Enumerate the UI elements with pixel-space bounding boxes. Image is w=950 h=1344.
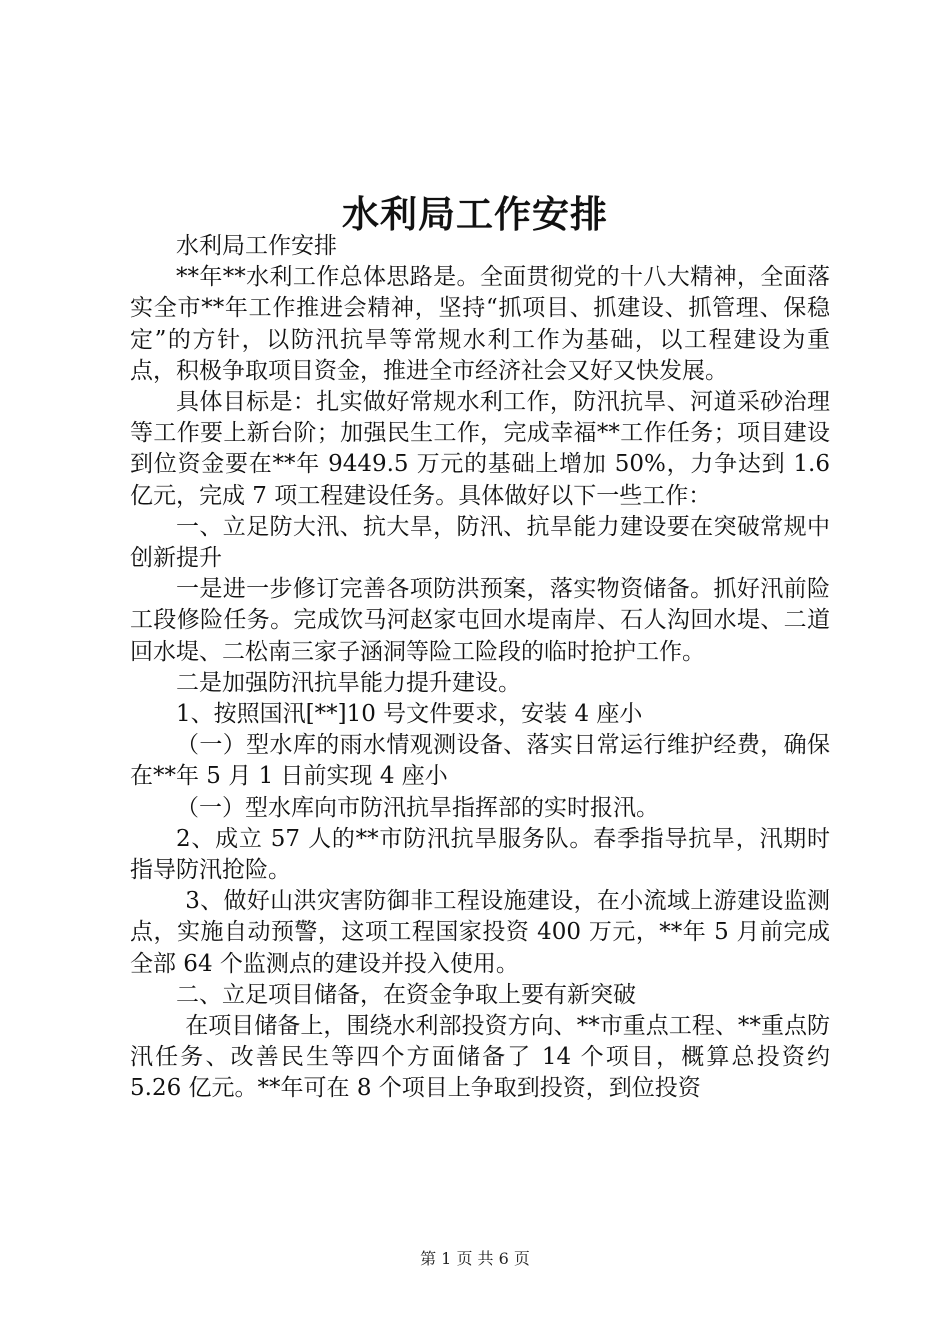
document-title: 水利局工作安排: [342, 192, 608, 236]
paragraph-specific-goals: 具体目标是：扎实做好常规水利工作，防汛抗旱、河道采砂治理等工作要上新台阶；加强民生工作，完成幸福**工作任务；项目建设到位资金要在**年 9449.5 万元的基础上增加 50%，力争达到 1.6 亿元，完成 7 项工程建设任务。具体做好以下一些工作：: [130, 389, 830, 509]
paragraph-project-reserve: 在项目储备上，围绕水利部投资方向、**市重点工程、**重点防汛任务、改善民生等四个方面储备了 14 个项目，概算总投资约 5.26 亿元。**年可在 8 个项目上争取到投资，到位投资: [130, 1013, 830, 1102]
paragraph-section-one: 一、立足防大汛、抗大旱，防汛、抗旱能力建设要在突破常规中创新提升: [130, 513, 830, 572]
paragraph-subitem-2: 2、成立 57 人的**市防汛抗旱服务队。春季指导抗旱，汛期时指导防汛抢险。: [130, 825, 830, 884]
paragraph-section-two: 二、立足项目储备，在资金争取上要有新突破: [176, 981, 636, 1008]
paragraph-overall-approach: **年**水利工作总体思路是。全面贯彻党的十八大精神，全面落实全市**年工作推进会精神，坚持“抓项目、抓建设、抓管理、保稳定”的方针，以防汛抗旱等常规水利工作为基础，以工程建设为重点，积极争取项目资金，推进全市经济社会又好又快发展。: [130, 264, 830, 384]
paragraph-subitem-1-end: （一）型水库向市防汛抗旱指挥部的实时报汛。: [176, 794, 659, 821]
document-body: [130, 231, 830, 1105]
paragraph-item-one: 一是进一步修订完善各项防洪预案，落实物资储备。抓好汛前险工段修险任务。完成饮马河赵家屯回水堤南岸、石人沟回水堤、二道回水堤、二松南三家子涵洞等险工险段的临时抢护工作。: [130, 576, 830, 665]
paragraph-subitem-3: 3、做好山洪灾害防御非工程设施建设，在小流域上游建设监测点，实施自动预警，这项工程国家投资 400 万元，**年 5 月前完成全部 64 个监测点的建设并投入使用。: [130, 888, 830, 977]
paragraph-item-two: 二是加强防汛抗旱能力提升建设。: [176, 669, 521, 696]
page-footer: 第 1 页 共 6 页: [420, 1249, 530, 1268]
paragraph-subitem-1-cont: （一）型水库的雨水情观测设备、落实日常运行维护经费，确保在**年 5 月 1 日前实现 4 座小: [130, 732, 830, 790]
paragraph-subitem-1: 1、按照国汛[**]10 号文件要求，安装 4 座小: [176, 701, 643, 728]
paragraph-heading: 水利局工作安排: [176, 233, 337, 259]
